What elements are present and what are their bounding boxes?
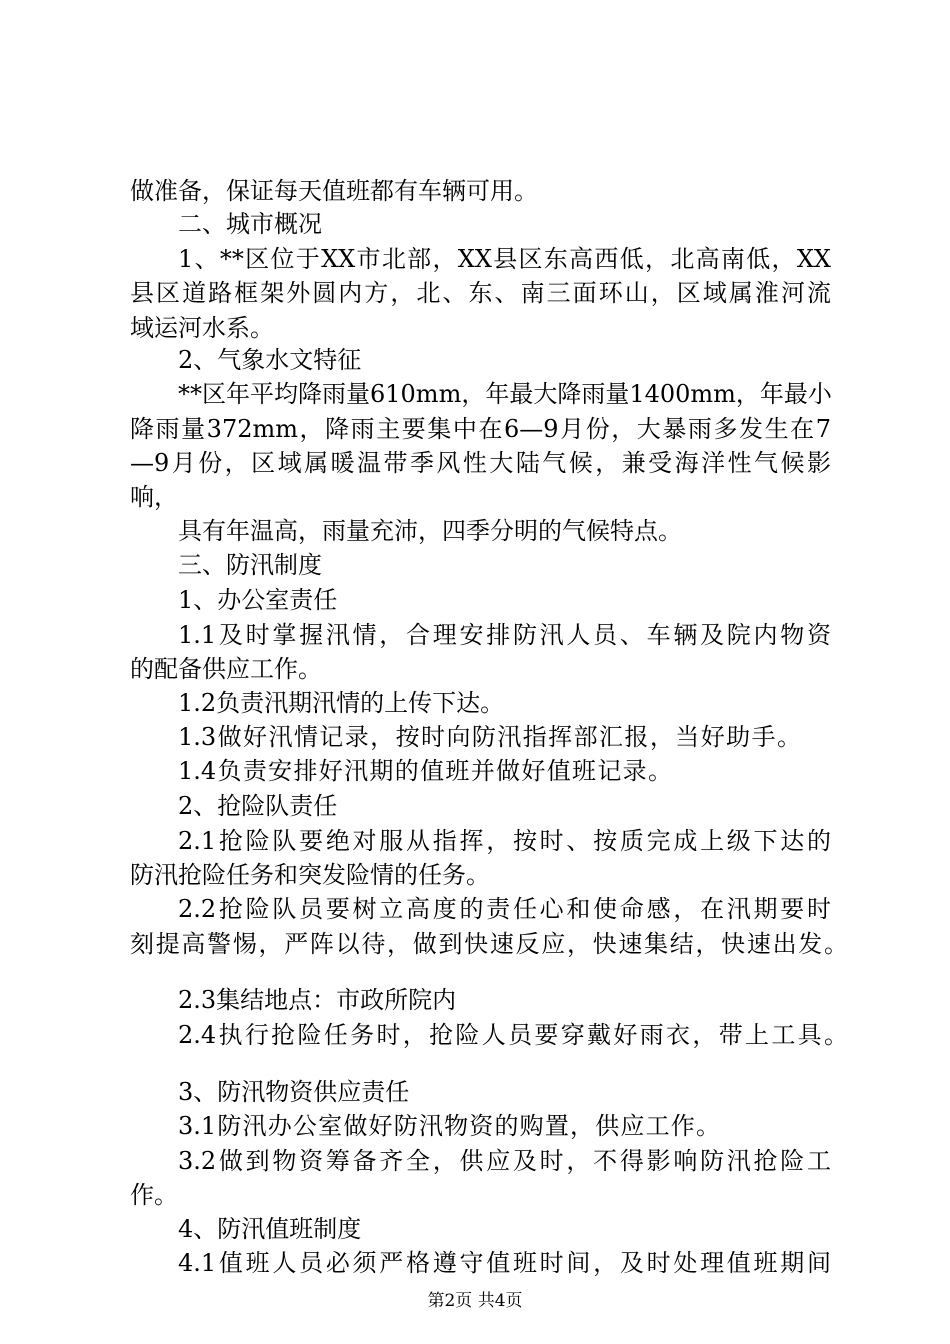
text-line-9: —9月份，区域属暖温带季风性大陆气候，兼受海洋性气候影 xyxy=(130,449,831,477)
text-line-8: 降雨量372mm，降雨主要集中在6—9月份，大暴雨多发生在7 xyxy=(130,415,831,443)
text-line-10: 响， xyxy=(130,483,178,511)
text-line-27: 3.1防汛办公室做好防汛物资的购置，供应工作。 xyxy=(178,1112,720,1140)
section-heading-flood-system: 三、防汛制度 xyxy=(178,551,322,579)
text-line-20: 2.1抢险队要绝对服从指挥，按时、按质完成上级下达的 xyxy=(178,827,831,855)
text-line-16: 1.2负责汛期汛情的上传下达。 xyxy=(178,689,505,717)
text-line-28: 3.2做到物资筹备齐全，供应及时，不得影响防汛抢险工 xyxy=(178,1147,831,1175)
text-line-7: **区年平均降雨量610mm，年最大降雨量1400mm，年最小 xyxy=(178,380,832,408)
subheading-office-duty: 1、办公室责任 xyxy=(178,586,338,614)
text-line-31: 4.1值班人员必须严格遵守值班时间，及时处理值班期间 xyxy=(178,1249,831,1277)
text-line-15: 的配备供应工作。 xyxy=(130,655,322,683)
text-line-18: 1.4负责安排好汛期的值班并做好值班记录。 xyxy=(178,757,672,785)
subheading-rescue-team: 2、抢险队责任 xyxy=(178,792,338,820)
text-line-29: 作。 xyxy=(130,1181,178,1209)
text-line-21: 防汛抢险任务和突发险情的任务。 xyxy=(130,861,490,889)
text-line-22: 2.2抢险队员要树立高度的责任心和使命感，在汛期要时 xyxy=(178,895,831,923)
text-line-23: 刻提高警惕，严阵以待，做到快速反应，快速集结，快速出发。 xyxy=(130,930,848,958)
text-line-1: 做准备，保证每天值班都有车辆可用。 xyxy=(130,177,538,205)
text-line-3: 1、**区位于XX市北部，XX县区东高西低，北高南低，XX xyxy=(178,245,831,273)
page-footer: 第2页 共4页 xyxy=(427,1291,523,1311)
subheading-materials: 3、防汛物资供应责任 xyxy=(178,1078,410,1106)
subheading-duty-system: 4、防汛值班制度 xyxy=(178,1215,362,1243)
text-line-14: 1.1及时掌握汛情，合理安排防汛人员、车辆及院内物资 xyxy=(178,621,831,649)
text-line-11: 具有年温高，雨量充沛，四季分明的气候特点。 xyxy=(178,517,682,545)
text-line-17: 1.3做好汛情记录，按时向防汛指挥部汇报，当好助手。 xyxy=(178,723,801,751)
section-heading-city-overview: 二、城市概况 xyxy=(178,210,322,238)
text-line-24: 2.3集结地点：市政所院内 xyxy=(178,986,457,1014)
subheading-climate: 2、气象水文特征 xyxy=(178,346,362,374)
text-line-5: 域运河水系。 xyxy=(130,314,274,342)
text-line-4: 县区道路框架外圆内方，北、东、南三面环山，区域属淮河流 xyxy=(130,279,831,307)
text-line-25: 2.4执行抢险任务时，抢险人员要穿戴好雨衣，带上工具。 xyxy=(178,1021,848,1049)
